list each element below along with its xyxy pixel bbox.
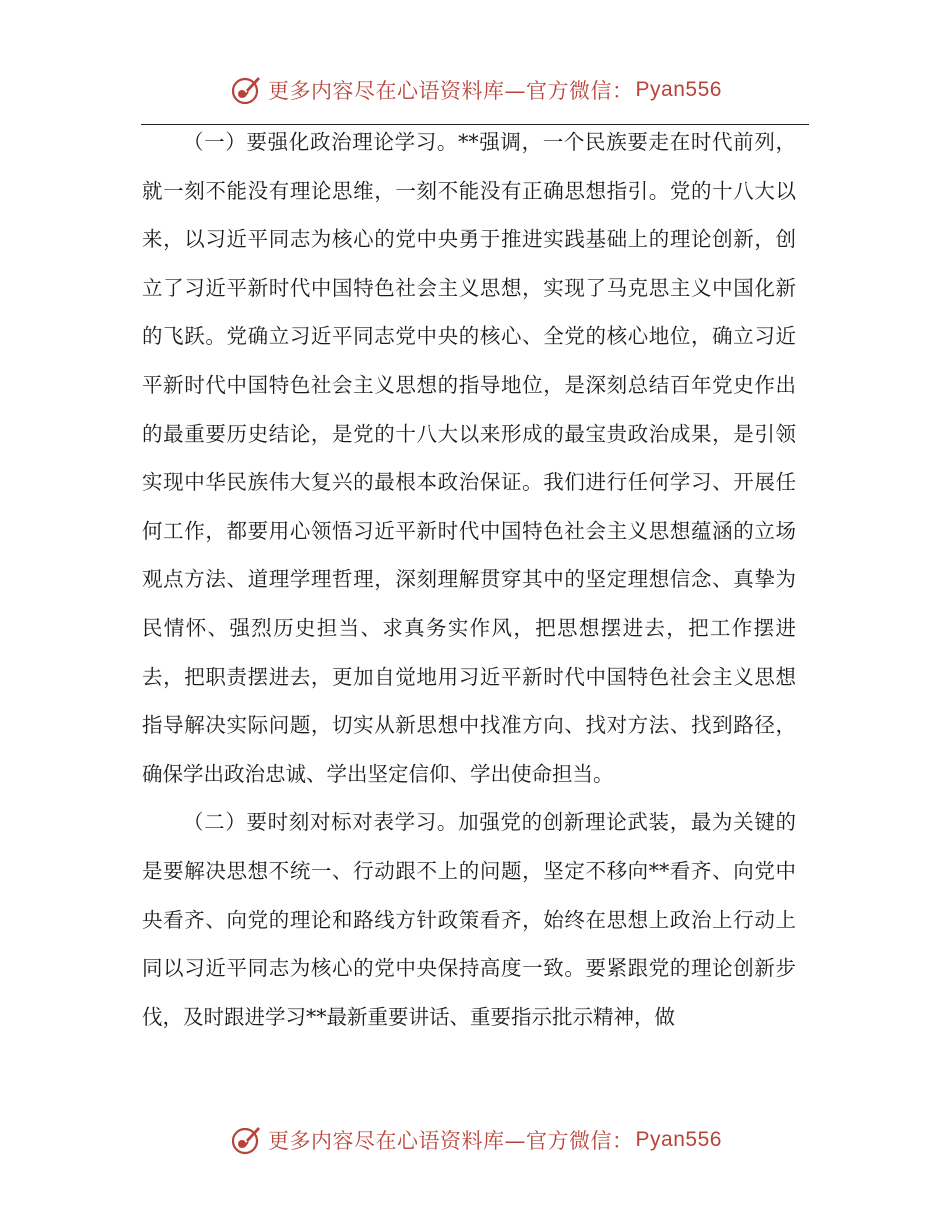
paragraph: （二）要时刻对标对表学习。加强党的创新理论武装，最为关键的是要解决思想不统一、行动跟不上的问题，坚定不移向**看齐、向党中央看齐、向党的理论和路线方针政策看齐，始终在思想上政治上行动上同以习近平同志为核心的党中央保持高度一致。要紧跟党的理论创新步伐，及时跟进学习**最新重要讲话、重要指示批示精神，做 [142, 810, 796, 1029]
footer-watermark-banner [0, 1118, 950, 1162]
quill-pen-circle-icon [228, 1123, 262, 1157]
banner-label: 更多内容尽在心语资料库—官方微信： [268, 1129, 634, 1153]
paragraph: （一）要强化政治理论学习。**强调，一个民族要走在时代前列，就一刻不能没有理论思维，一刻不能没有正确思想指引。党的十八大以来，以习近平同志为核心的党中央勇于推进实践基础上的理论创新，创立了习近平新时代中国特色社会主义思想，实现了马克思主义中国化新的飞跃。党确立习近平同志党中央的核心、全党的核心地位，确立习近平新时代中国特色社会主义思想的指导地位，是深刻总结百年党史作出的最重要历史结论，是党的十八大以来形成的最宝贵政治成果，是引领实现中华民族伟大复兴的最根本政治保证。我们进行任何学习、开展任何工作，都要用心领悟习近平新时代中国特色社会主义思想蕴涵的立场观点方法、道理学理哲理，深刻理解贯穿其中的坚定理想信念、真挚为民情怀、强烈历史担当、求真务实作风，把思想摆进去，把工作摆进去，把职责摆进去，更加自觉地用习近平新时代中国特色社会主义思想指导解决实际问题，切实从新思想中找准方向、找对方法、找到路径，确保学出政治忠诚、学出坚定信仰、学出使命担当。 [142, 130, 796, 786]
wechat-handle: Pyan556 [635, 1128, 722, 1151]
header-watermark-banner [0, 68, 950, 112]
quill-pen-circle-icon [228, 73, 262, 107]
document-body [142, 118, 796, 1108]
banner-label: 更多内容尽在心语资料库—官方微信： [268, 79, 634, 103]
wechat-handle: Pyan556 [635, 78, 722, 101]
